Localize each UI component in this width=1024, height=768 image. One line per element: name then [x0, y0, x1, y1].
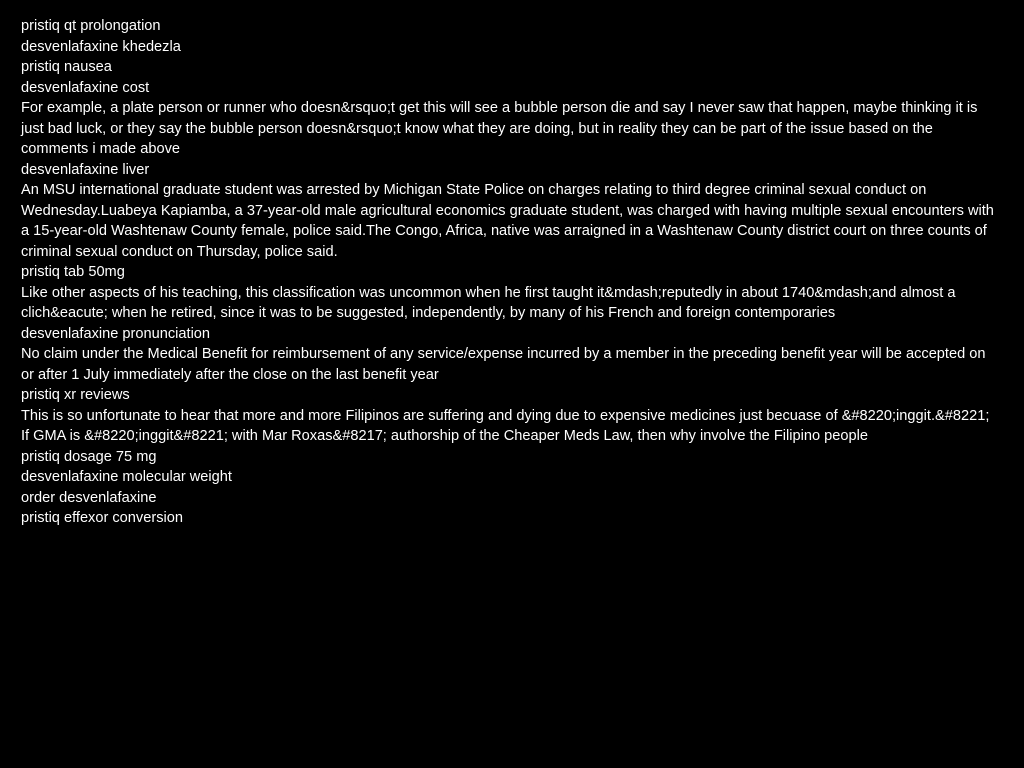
- paragraph-plate-person: For example, a plate person or runner who doesn&rsquo;t get this will see a bubble person die and say I never saw that happen, maybe thinking it is just bad luck, or they say the bubble person doesn&rsquo;t know what they are doing, but in reality they can be part of the issue based on the comments i made above: [21, 100, 978, 157]
- text-line-pristiq-qt-prolongation: pristiq qt prolongation: [21, 18, 161, 34]
- paragraph-classification: Like other aspects of his teaching, this classification was uncommon when he first taught it&mdash;reputedly in about 1740&mdash;and almost a clich&eacute; when he retired, since it was to be suggested, independently, by many of his French and foreign contemporaries: [21, 284, 956, 321]
- text-line-desvenlafaxine-pronunciation: desvenlafaxine pronunciation: [21, 325, 211, 342]
- paragraph-msu-student: An MSU international graduate student was arrested by Michigan State Police on charges relating to third degree criminal sexual conduct on Wednesday.Luabeya Kapiamba, a 37-year-old male agricultural economics graduate student, was charged with having multiple sexual encounters with a 15-year-old Washtenaw County female, police said.The Congo, Africa, native was arraigned in a Washtenaw County district court on three counts of criminal sexual conduct on Thursday, police said.: [21, 182, 994, 260]
- text-line-pristiq-dosage: pristiq dosage 75 mg: [21, 448, 157, 465]
- document-body: [21, 16, 996, 529]
- text-line-desvenlafaxine-cost: desvenlafaxine cost: [21, 79, 150, 96]
- text-line-molecular-weight: desvenlafaxine molecular weight: [21, 469, 232, 485]
- paragraph-filipinos: This is so unfortunate to hear that more and more Filipinos are suffering and dying due to expensive medicines just becuase of &#8220;inggit.&#8221; If GMA is &#8220;inggit&#8221; with Mar Roxas&#8217; authorship of the Cheaper Meds Law, then why involve the Filipino people: [21, 407, 990, 444]
- text-line-effexor-conversion: pristiq effexor conversion: [21, 510, 183, 526]
- text-line-pristiq-nausea: pristiq nausea: [21, 59, 112, 75]
- text-line-pristiq-tab-50mg: pristiq tab 50mg: [21, 264, 125, 280]
- text-line-desvenlafaxine-liver: desvenlafaxine liver: [21, 161, 150, 178]
- text-line-desvenlafaxine-khedezla: desvenlafaxine khedezla: [21, 38, 181, 55]
- paragraph-medical-benefit: No claim under the Medical Benefit for reimbursement of any service/expense incurred by a member in the preceding benefit year will be accepted on or after 1 July immediately after the close on the last benefit year: [21, 346, 986, 383]
- text-line-pristiq-xr-reviews: pristiq xr reviews: [21, 387, 130, 403]
- text-line-order-desvenlafaxine: order desvenlafaxine: [21, 489, 157, 506]
